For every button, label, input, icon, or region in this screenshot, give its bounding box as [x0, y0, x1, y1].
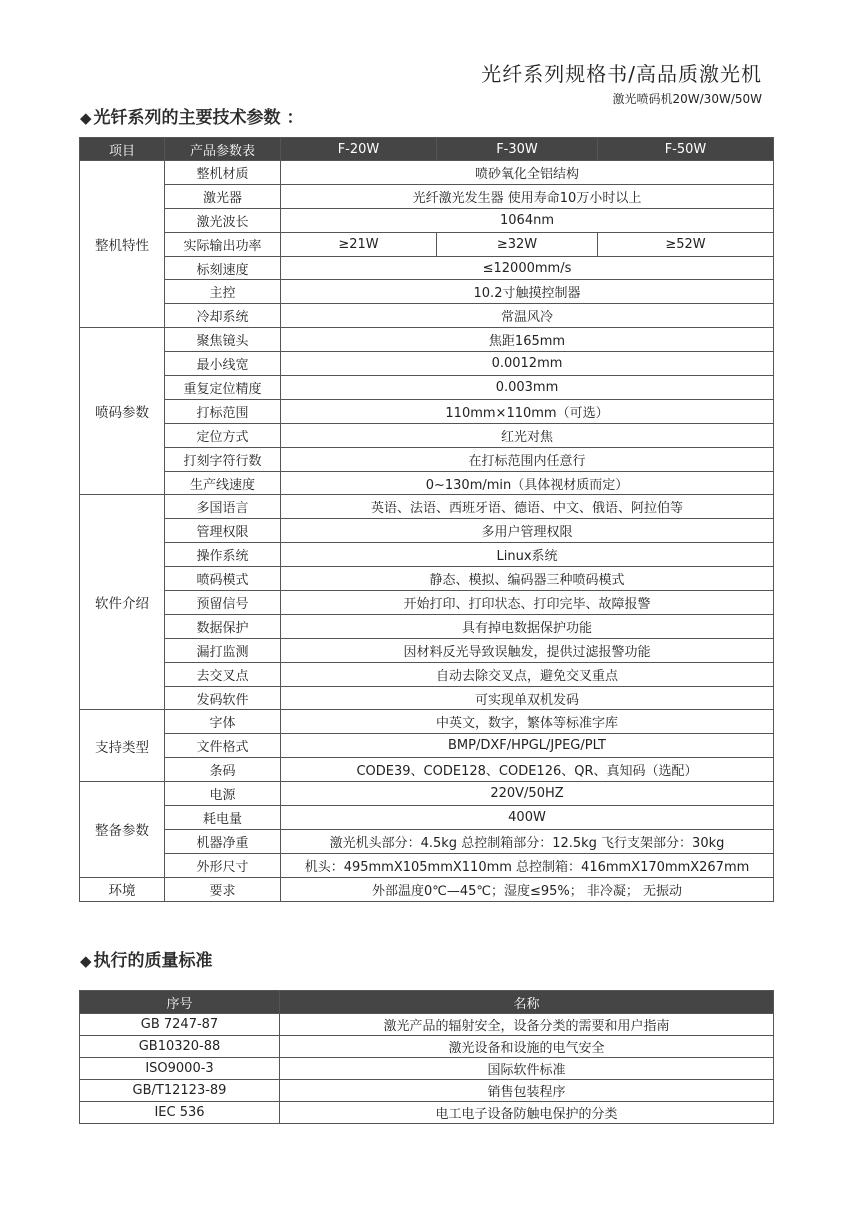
header-f30w: F-30W [437, 138, 598, 161]
param-value: 中英文，数字，繁体等标准字库 [281, 710, 774, 734]
standard-name: 销售包装程序 [280, 1080, 774, 1102]
param-label: 最小线宽 [165, 352, 281, 376]
param-value: 静态、模拟、编码器三种喷码模式 [281, 567, 774, 591]
spec-table-body [80, 161, 774, 902]
table-row [80, 471, 774, 495]
standards-table-header-row [80, 991, 774, 1014]
param-label: 打刻字符行数 [165, 447, 281, 471]
table-row [80, 567, 774, 591]
standard-name: 激光产品的辐射安全，设备分类的需要和用户指南 [280, 1014, 774, 1036]
param-value: BMP/DXF/HPGL/JPEG/PLT [281, 734, 774, 758]
spec-table-header-row [80, 138, 774, 161]
param-value: 红光对焦 [281, 423, 774, 447]
param-value: 喷砂氧化全铝结构 [281, 161, 774, 185]
param-label: 实际输出功率 [165, 232, 281, 256]
header-f50w: F-50W [598, 138, 774, 161]
diamond-bullet-icon: ◆ [80, 109, 92, 127]
param-value: 0~130m/min（具体视材质而定） [281, 471, 774, 495]
param-value: 光纤激光发生器 使用寿命10万小时以上 [281, 184, 774, 208]
table-row [80, 734, 774, 758]
param-label: 激光波长 [165, 208, 281, 232]
param-label: 主控 [165, 280, 281, 304]
param-label: 操作系统 [165, 543, 281, 567]
param-value: 机头：495mmX105mmX110mm 总控制箱：416mmX170mmX267mm [281, 853, 774, 877]
param-label: 整机材质 [165, 161, 281, 185]
group-label: 软件介绍 [80, 495, 165, 710]
table-row [80, 1102, 774, 1124]
param-label: 冷却系统 [165, 304, 281, 328]
table-row [80, 328, 774, 352]
standards-section-title-text: 执行的质量标准 [93, 951, 213, 971]
standard-code: GB10320-88 [80, 1036, 280, 1058]
param-value: 开始打印、打印状态、打印完毕、故障报警 [281, 591, 774, 615]
param-value: 可实现单双机发码 [281, 686, 774, 710]
table-row [80, 161, 774, 185]
table-row [80, 591, 774, 615]
table-row [80, 1036, 774, 1058]
param-value: 自动去除交叉点，避免交叉重点 [281, 662, 774, 686]
document-subtitle: 激光喷码机20W/30W/50W [612, 92, 762, 106]
param-label: 数据保护 [165, 614, 281, 638]
param-label: 喷码模式 [165, 567, 281, 591]
param-value: ≥21W [281, 232, 437, 256]
param-label: 电源 [165, 782, 281, 806]
table-row [80, 376, 774, 400]
param-label: 耗电量 [165, 806, 281, 830]
param-label: 打标范围 [165, 399, 281, 423]
param-label: 文件格式 [165, 734, 281, 758]
table-row [80, 399, 774, 423]
standards-table [79, 990, 774, 1124]
group-label: 喷码参数 [80, 328, 165, 495]
table-row [80, 232, 774, 256]
param-value: 0.003mm [281, 376, 774, 400]
param-value: 多用户管理权限 [281, 519, 774, 543]
spec-section-title [80, 103, 303, 128]
table-row [80, 1080, 774, 1102]
param-value: 外部温度0℃—45℃；湿度≤95%； 非冷凝； 无振动 [281, 877, 774, 901]
param-label: 去交叉点 [165, 662, 281, 686]
param-value: 110mm×110mm（可选） [281, 399, 774, 423]
standard-code: GB 7247-87 [80, 1014, 280, 1036]
param-value: 400W [281, 806, 774, 830]
table-row [80, 806, 774, 830]
table-row [80, 1014, 774, 1036]
table-row [80, 184, 774, 208]
table-row [80, 853, 774, 877]
param-label: 聚焦镜头 [165, 328, 281, 352]
table-row [80, 423, 774, 447]
header-item: 项目 [80, 138, 165, 161]
standards-table-body [80, 1014, 774, 1124]
spec-table [79, 137, 774, 902]
table-row [80, 208, 774, 232]
param-value: 具有掉电数据保护功能 [281, 614, 774, 638]
param-value: 常温风冷 [281, 304, 774, 328]
param-value: 10.2寸触摸控制器 [281, 280, 774, 304]
table-row [80, 686, 774, 710]
table-row [80, 543, 774, 567]
table-row [80, 758, 774, 782]
table-row [80, 1058, 774, 1080]
param-value: 英语、法语、西班牙语、德语、中文、俄语、阿拉伯等 [281, 495, 774, 519]
param-label: 激光器 [165, 184, 281, 208]
param-value: 激光机头部分：4.5kg 总控制箱部分：12.5kg 飞行支架部分：30kg [281, 829, 774, 853]
header-code: 序号 [80, 991, 280, 1014]
standards-section-title [80, 946, 213, 971]
table-row [80, 662, 774, 686]
param-label: 外形尺寸 [165, 853, 281, 877]
table-row [80, 782, 774, 806]
table-row [80, 829, 774, 853]
param-label: 预留信号 [165, 591, 281, 615]
spec-section-title-text: 光钎系列的主要技术参数 ： [93, 108, 304, 128]
param-label: 要求 [165, 877, 281, 901]
param-value: 220V/50HZ [281, 782, 774, 806]
standard-name: 国际软件标准 [280, 1058, 774, 1080]
table-row [80, 256, 774, 280]
param-label: 管理权限 [165, 519, 281, 543]
table-row [80, 877, 774, 901]
param-value: 因材料反光导致误触发，提供过滤报警功能 [281, 638, 774, 662]
document-title: 光纤系列规格书/高品质激光机 [481, 62, 762, 86]
table-row [80, 495, 774, 519]
param-value: Linux系统 [281, 543, 774, 567]
table-row [80, 352, 774, 376]
table-row [80, 710, 774, 734]
group-label: 支持类型 [80, 710, 165, 782]
param-value: ≥32W [437, 232, 598, 256]
standard-code: GB/T12123-89 [80, 1080, 280, 1102]
param-label: 重复定位精度 [165, 376, 281, 400]
param-value: ≥52W [598, 232, 774, 256]
param-label: 多国语言 [165, 495, 281, 519]
param-label: 发码软件 [165, 686, 281, 710]
param-label: 漏打监测 [165, 638, 281, 662]
param-label: 定位方式 [165, 423, 281, 447]
param-value: 1064nm [281, 208, 774, 232]
group-label: 整备参数 [80, 782, 165, 878]
group-label: 环境 [80, 877, 165, 901]
standard-code: ISO9000-3 [80, 1058, 280, 1080]
header-param: 产品参数表 [165, 138, 281, 161]
param-value: ≤12000mm/s [281, 256, 774, 280]
standard-code: IEC 536 [80, 1102, 280, 1124]
param-label: 标刻速度 [165, 256, 281, 280]
table-row [80, 519, 774, 543]
param-label: 字体 [165, 710, 281, 734]
table-row [80, 638, 774, 662]
standard-name: 电工电子设备防触电保护的分类 [280, 1102, 774, 1124]
param-value: 在打标范围内任意行 [281, 447, 774, 471]
group-label: 整机特性 [80, 161, 165, 328]
standard-name: 激光设备和设施的电气安全 [280, 1036, 774, 1058]
param-label: 生产线速度 [165, 471, 281, 495]
table-row [80, 304, 774, 328]
header-f20w: F-20W [281, 138, 437, 161]
param-label: 机器净重 [165, 829, 281, 853]
table-row [80, 447, 774, 471]
param-label: 条码 [165, 758, 281, 782]
param-value: CODE39、CODE128、CODE126、QR、真知码（选配） [281, 758, 774, 782]
table-row [80, 614, 774, 638]
param-value: 焦距165mm [281, 328, 774, 352]
table-row [80, 280, 774, 304]
param-value: 0.0012mm [281, 352, 774, 376]
header-name: 名称 [280, 991, 774, 1014]
diamond-bullet-icon: ◆ [80, 952, 92, 970]
